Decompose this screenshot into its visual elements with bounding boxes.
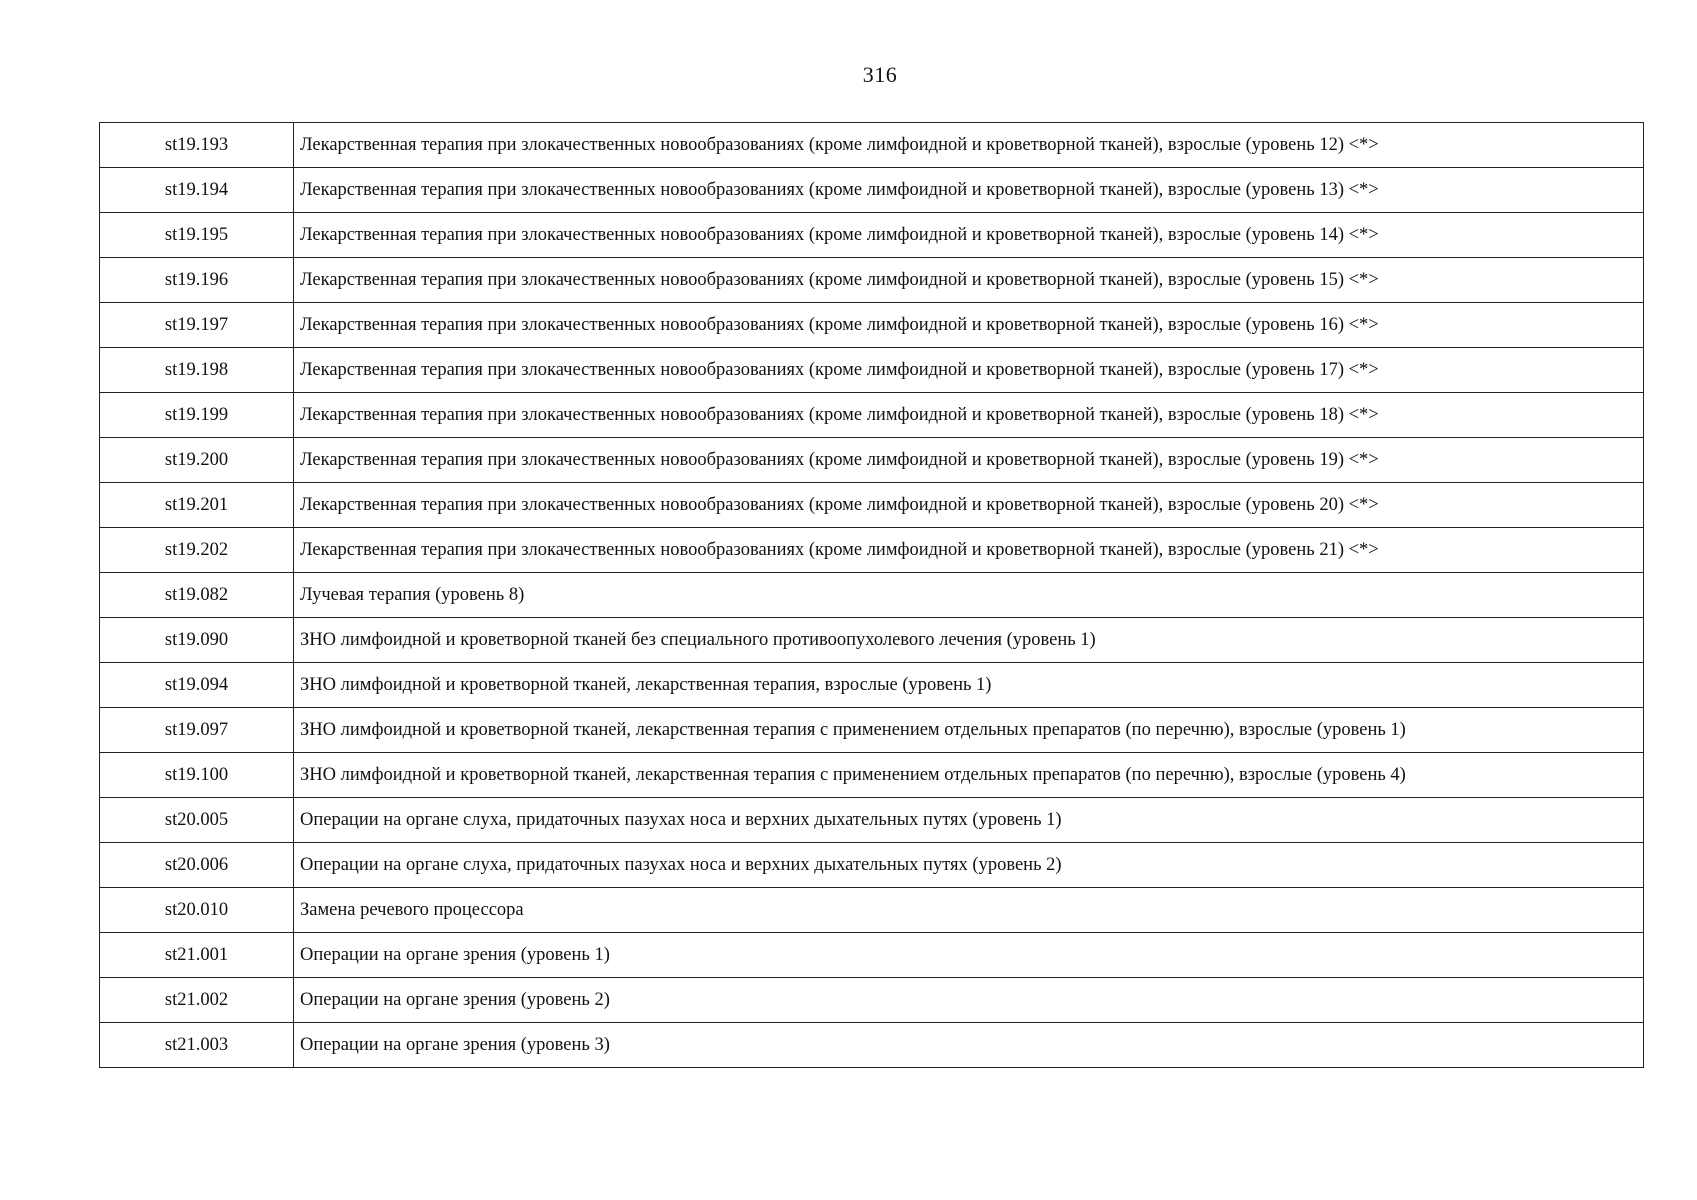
table-row [100, 213, 1644, 258]
row-code: st19.195 [100, 213, 294, 258]
table-row [100, 978, 1644, 1023]
row-code: st19.196 [100, 258, 294, 303]
table-row [100, 1023, 1644, 1068]
row-code: st19.200 [100, 438, 294, 483]
row-code: st19.193 [100, 123, 294, 168]
page-number: 316 [862, 62, 898, 87]
row-description: Лекарственная терапия при злокачественных новообразованиях (кроме лимфоидной и кроветворной тканей), взрослые (уровень 19) <*> [294, 438, 1644, 483]
table-row [100, 258, 1644, 303]
row-code: st19.199 [100, 393, 294, 438]
table-row [100, 618, 1644, 663]
row-code: st20.010 [100, 888, 294, 933]
row-code: st19.202 [100, 528, 294, 573]
row-description: Операции на органе слуха, придаточных пазухах носа и верхних дыхательных путях (уровень 1) [294, 798, 1644, 843]
row-code: st20.005 [100, 798, 294, 843]
row-code: st21.003 [100, 1023, 294, 1068]
table-row [100, 708, 1644, 753]
table-row [100, 753, 1644, 798]
row-description: Лекарственная терапия при злокачественных новообразованиях (кроме лимфоидной и кроветворной тканей), взрослые (уровень 17) <*> [294, 348, 1644, 393]
table-row [100, 888, 1644, 933]
table-row [100, 663, 1644, 708]
table-row [100, 393, 1644, 438]
tariff-table-body [100, 123, 1644, 1068]
row-code: st19.097 [100, 708, 294, 753]
row-description: Лекарственная терапия при злокачественных новообразованиях (кроме лимфоидной и кроветворной тканей), взрослые (уровень 18) <*> [294, 393, 1644, 438]
table-row [100, 123, 1644, 168]
row-code: st19.090 [100, 618, 294, 663]
row-description: ЗНО лимфоидной и кроветворной тканей, лекарственная терапия, взрослые (уровень 1) [294, 663, 1644, 708]
row-code: st19.082 [100, 573, 294, 618]
row-description: Лучевая терапия (уровень 8) [294, 573, 1644, 618]
row-code: st19.194 [100, 168, 294, 213]
table-row [100, 438, 1644, 483]
row-code: st19.100 [100, 753, 294, 798]
table-row [100, 573, 1644, 618]
row-description: Лекарственная терапия при злокачественных новообразованиях (кроме лимфоидной и кроветворной тканей), взрослые (уровень 21) <*> [294, 528, 1644, 573]
row-description: Операции на органе зрения (уровень 3) [294, 1023, 1644, 1068]
row-description: Лекарственная терапия при злокачественных новообразованиях (кроме лимфоидной и кроветворной тканей), взрослые (уровень 13) <*> [294, 168, 1644, 213]
row-description: Лекарственная терапия при злокачественных новообразованиях (кроме лимфоидной и кроветворной тканей), взрослые (уровень 12) <*> [294, 123, 1644, 168]
table-row [100, 798, 1644, 843]
row-code: st19.197 [100, 303, 294, 348]
row-description: Лекарственная терапия при злокачественных новообразованиях (кроме лимфоидной и кроветворной тканей), взрослые (уровень 20) <*> [294, 483, 1644, 528]
row-code: st21.002 [100, 978, 294, 1023]
row-description: Лекарственная терапия при злокачественных новообразованиях (кроме лимфоидной и кроветворной тканей), взрослые (уровень 16) <*> [294, 303, 1644, 348]
table-row [100, 933, 1644, 978]
row-description: ЗНО лимфоидной и кроветворной тканей, лекарственная терапия с применением отдельных препаратов (по перечню), взрослые (уровень 4) [294, 753, 1644, 798]
row-description: Операции на органе зрения (уровень 2) [294, 978, 1644, 1023]
table-row [100, 528, 1644, 573]
table-row [100, 483, 1644, 528]
row-description: ЗНО лимфоидной и кроветворной тканей, лекарственная терапия с применением отдельных препаратов (по перечню), взрослые (уровень 1) [294, 708, 1644, 753]
table-row [100, 168, 1644, 213]
row-code: st19.201 [100, 483, 294, 528]
row-description: Лекарственная терапия при злокачественных новообразованиях (кроме лимфоидной и кроветворной тканей), взрослые (уровень 15) <*> [294, 258, 1644, 303]
row-code: st19.198 [100, 348, 294, 393]
table-row [100, 303, 1644, 348]
row-description: Операции на органе слуха, придаточных пазухах носа и верхних дыхательных путях (уровень 2) [294, 843, 1644, 888]
row-code: st21.001 [100, 933, 294, 978]
row-description: ЗНО лимфоидной и кроветворной тканей без специального противоопухолевого лечения (уровень 1) [294, 618, 1644, 663]
row-description: Замена речевого процессора [294, 888, 1644, 933]
row-description: Операции на органе зрения (уровень 1) [294, 933, 1644, 978]
table-row [100, 348, 1644, 393]
row-code: st20.006 [100, 843, 294, 888]
tariff-table [99, 122, 1644, 1068]
table-row [100, 843, 1644, 888]
row-code: st19.094 [100, 663, 294, 708]
row-description: Лекарственная терапия при злокачественных новообразованиях (кроме лимфоидной и кроветворной тканей), взрослые (уровень 14) <*> [294, 213, 1644, 258]
